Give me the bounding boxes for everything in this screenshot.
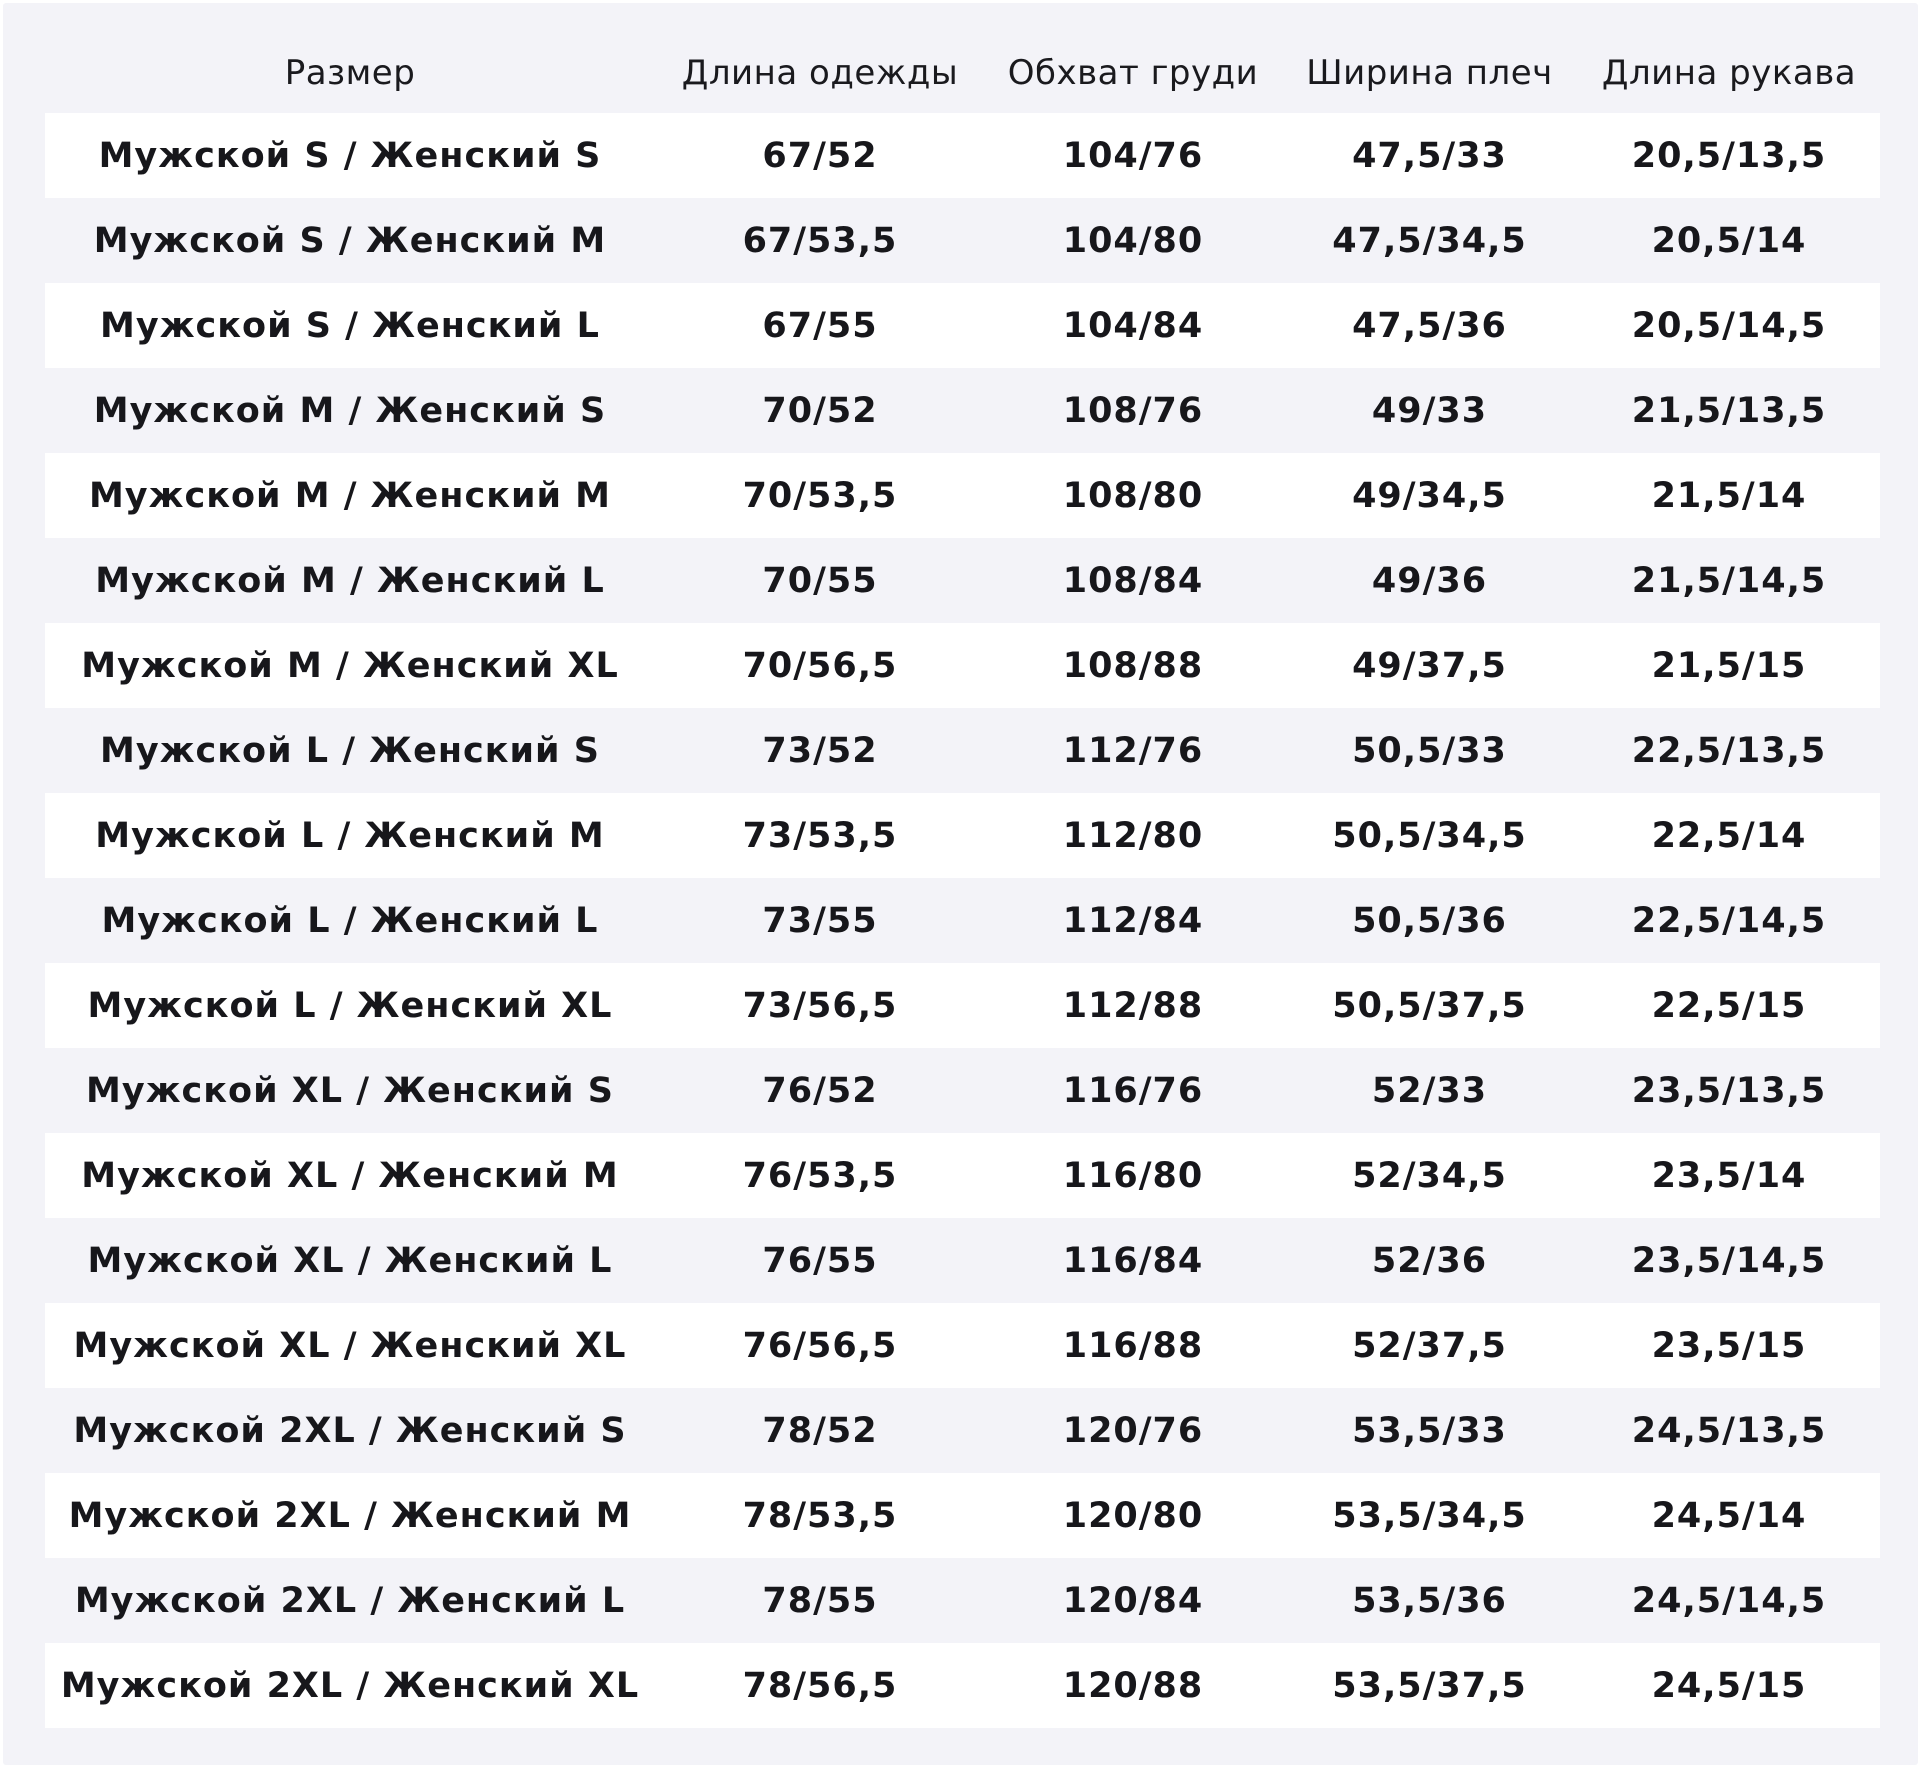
chest-girth-cell: 120/84: [985, 1558, 1281, 1643]
size-cell: Мужской L / Женский M: [45, 793, 655, 878]
garment-length-cell: 78/52: [655, 1388, 985, 1473]
table-row: [45, 878, 1880, 963]
sleeve-length-cell: 23,5/14,5: [1578, 1218, 1880, 1303]
size-chart-header: [45, 33, 1880, 113]
chest-girth-cell: 104/76: [985, 113, 1281, 198]
table-row: [45, 1558, 1880, 1643]
garment-length-cell: 78/56,5: [655, 1643, 985, 1728]
shoulder-width-cell: 50,5/36: [1281, 878, 1578, 963]
chest-girth-cell: 120/80: [985, 1473, 1281, 1558]
garment-length-cell: 70/53,5: [655, 453, 985, 538]
chest-girth-cell: 120/88: [985, 1643, 1281, 1728]
sleeve-length-cell: 24,5/14: [1578, 1473, 1880, 1558]
sleeve-length-cell: 21,5/15: [1578, 623, 1880, 708]
shoulder-width-cell: 50,5/34,5: [1281, 793, 1578, 878]
size-cell: Мужской 2XL / Женский S: [45, 1388, 655, 1473]
sleeve-length-cell: 20,5/13,5: [1578, 113, 1880, 198]
shoulder-width-cell: 52/34,5: [1281, 1133, 1578, 1218]
table-row: [45, 793, 1880, 878]
garment-length-cell: 70/52: [655, 368, 985, 453]
garment-length-cell: 67/53,5: [655, 198, 985, 283]
sleeve-length-cell: 24,5/15: [1578, 1643, 1880, 1728]
shoulder-width-cell: 49/36: [1281, 538, 1578, 623]
sleeve-length-cell: 23,5/13,5: [1578, 1048, 1880, 1133]
garment-length-cell: 73/56,5: [655, 963, 985, 1048]
shoulder-width-cell: 52/33: [1281, 1048, 1578, 1133]
size-cell: Мужской M / Женский S: [45, 368, 655, 453]
chest-girth-cell: 108/80: [985, 453, 1281, 538]
header-garment-length: Длина одежды: [681, 53, 959, 93]
sleeve-length-cell: 24,5/14,5: [1578, 1558, 1880, 1643]
chest-girth-cell: 116/80: [985, 1133, 1281, 1218]
shoulder-width-cell: 52/36: [1281, 1218, 1578, 1303]
chest-girth-cell: 104/84: [985, 283, 1281, 368]
size-chart-body: [45, 113, 1880, 1728]
garment-length-cell: 76/53,5: [655, 1133, 985, 1218]
size-chart-panel: [3, 3, 1918, 1765]
garment-length-cell: 76/56,5: [655, 1303, 985, 1388]
shoulder-width-cell: 47,5/33: [1281, 113, 1578, 198]
table-row: [45, 198, 1880, 283]
sleeve-length-cell: 23,5/14: [1578, 1133, 1880, 1218]
shoulder-width-cell: 50,5/37,5: [1281, 963, 1578, 1048]
garment-length-cell: 76/55: [655, 1218, 985, 1303]
chest-girth-cell: 112/76: [985, 708, 1281, 793]
header-size: Размер: [284, 53, 416, 93]
size-cell: Мужской 2XL / Женский XL: [45, 1643, 655, 1728]
table-row: [45, 368, 1880, 453]
shoulder-width-cell: 49/34,5: [1281, 453, 1578, 538]
size-cell: Мужской 2XL / Женский M: [45, 1473, 655, 1558]
shoulder-width-cell: 49/37,5: [1281, 623, 1578, 708]
garment-length-cell: 78/55: [655, 1558, 985, 1643]
garment-length-cell: 76/52: [655, 1048, 985, 1133]
sleeve-length-cell: 22,5/15: [1578, 963, 1880, 1048]
shoulder-width-cell: 53,5/33: [1281, 1388, 1578, 1473]
table-row: [45, 963, 1880, 1048]
shoulder-width-cell: 49/33: [1281, 368, 1578, 453]
size-cell: Мужской M / Женский L: [45, 538, 655, 623]
size-cell: Мужской L / Женский S: [45, 708, 655, 793]
table-row: [45, 1643, 1880, 1728]
size-cell: Мужской XL / Женский M: [45, 1133, 655, 1218]
sleeve-length-cell: 21,5/13,5: [1578, 368, 1880, 453]
size-cell: Мужской 2XL / Женский L: [45, 1558, 655, 1643]
chest-girth-cell: 112/88: [985, 963, 1281, 1048]
size-cell: Мужской S / Женский S: [45, 113, 655, 198]
sleeve-length-cell: 21,5/14: [1578, 453, 1880, 538]
garment-length-cell: 67/55: [655, 283, 985, 368]
shoulder-width-cell: 53,5/36: [1281, 1558, 1578, 1643]
size-cell: Мужской M / Женский M: [45, 453, 655, 538]
table-row: [45, 708, 1880, 793]
table-row: [45, 1218, 1880, 1303]
shoulder-width-cell: 53,5/37,5: [1281, 1643, 1578, 1728]
table-row: [45, 538, 1880, 623]
shoulder-width-cell: 47,5/36: [1281, 283, 1578, 368]
garment-length-cell: 73/55: [655, 878, 985, 963]
garment-length-cell: 70/56,5: [655, 623, 985, 708]
table-row: [45, 1388, 1880, 1473]
table-row: [45, 283, 1880, 368]
table-row: [45, 1473, 1880, 1558]
sleeve-length-cell: 20,5/14,5: [1578, 283, 1880, 368]
chest-girth-cell: 104/80: [985, 198, 1281, 283]
size-cell: Мужской S / Женский L: [45, 283, 655, 368]
sleeve-length-cell: 22,5/13,5: [1578, 708, 1880, 793]
chest-girth-cell: 108/84: [985, 538, 1281, 623]
chest-girth-cell: 112/84: [985, 878, 1281, 963]
garment-length-cell: 70/55: [655, 538, 985, 623]
size-cell: Мужской XL / Женский L: [45, 1218, 655, 1303]
sleeve-length-cell: 20,5/14: [1578, 198, 1880, 283]
sleeve-length-cell: 21,5/14,5: [1578, 538, 1880, 623]
table-row: [45, 453, 1880, 538]
shoulder-width-cell: 52/37,5: [1281, 1303, 1578, 1388]
chest-girth-cell: 112/80: [985, 793, 1281, 878]
chest-girth-cell: 116/88: [985, 1303, 1281, 1388]
chest-girth-cell: 116/84: [985, 1218, 1281, 1303]
chest-girth-cell: 120/76: [985, 1388, 1281, 1473]
size-cell: Мужской S / Женский M: [45, 198, 655, 283]
shoulder-width-cell: 53,5/34,5: [1281, 1473, 1578, 1558]
size-chart-table: [45, 33, 1880, 1728]
table-row: [45, 113, 1880, 198]
size-cell: Мужской XL / Женский XL: [45, 1303, 655, 1388]
shoulder-width-cell: 47,5/34,5: [1281, 198, 1578, 283]
sleeve-length-cell: 24,5/13,5: [1578, 1388, 1880, 1473]
header-row: [45, 33, 1880, 113]
header-sleeve-length: Длина рукава: [1601, 53, 1857, 93]
chest-girth-cell: 108/88: [985, 623, 1281, 708]
garment-length-cell: 67/52: [655, 113, 985, 198]
garment-length-cell: 73/53,5: [655, 793, 985, 878]
sleeve-length-cell: 22,5/14: [1578, 793, 1880, 878]
sleeve-length-cell: 22,5/14,5: [1578, 878, 1880, 963]
table-row: [45, 1133, 1880, 1218]
garment-length-cell: 73/52: [655, 708, 985, 793]
header-chest-girth: Обхват груди: [1007, 53, 1259, 93]
size-cell: Мужской L / Женский L: [45, 878, 655, 963]
size-cell: Мужской L / Женский XL: [45, 963, 655, 1048]
table-row: [45, 623, 1880, 708]
table-row: [45, 1303, 1880, 1388]
header-shoulder-width: Ширина плеч: [1306, 53, 1553, 93]
size-cell: Мужской M / Женский XL: [45, 623, 655, 708]
sleeve-length-cell: 23,5/15: [1578, 1303, 1880, 1388]
chest-girth-cell: 108/76: [985, 368, 1281, 453]
garment-length-cell: 78/53,5: [655, 1473, 985, 1558]
shoulder-width-cell: 50,5/33: [1281, 708, 1578, 793]
size-cell: Мужской XL / Женский S: [45, 1048, 655, 1133]
chest-girth-cell: 116/76: [985, 1048, 1281, 1133]
table-row: [45, 1048, 1880, 1133]
